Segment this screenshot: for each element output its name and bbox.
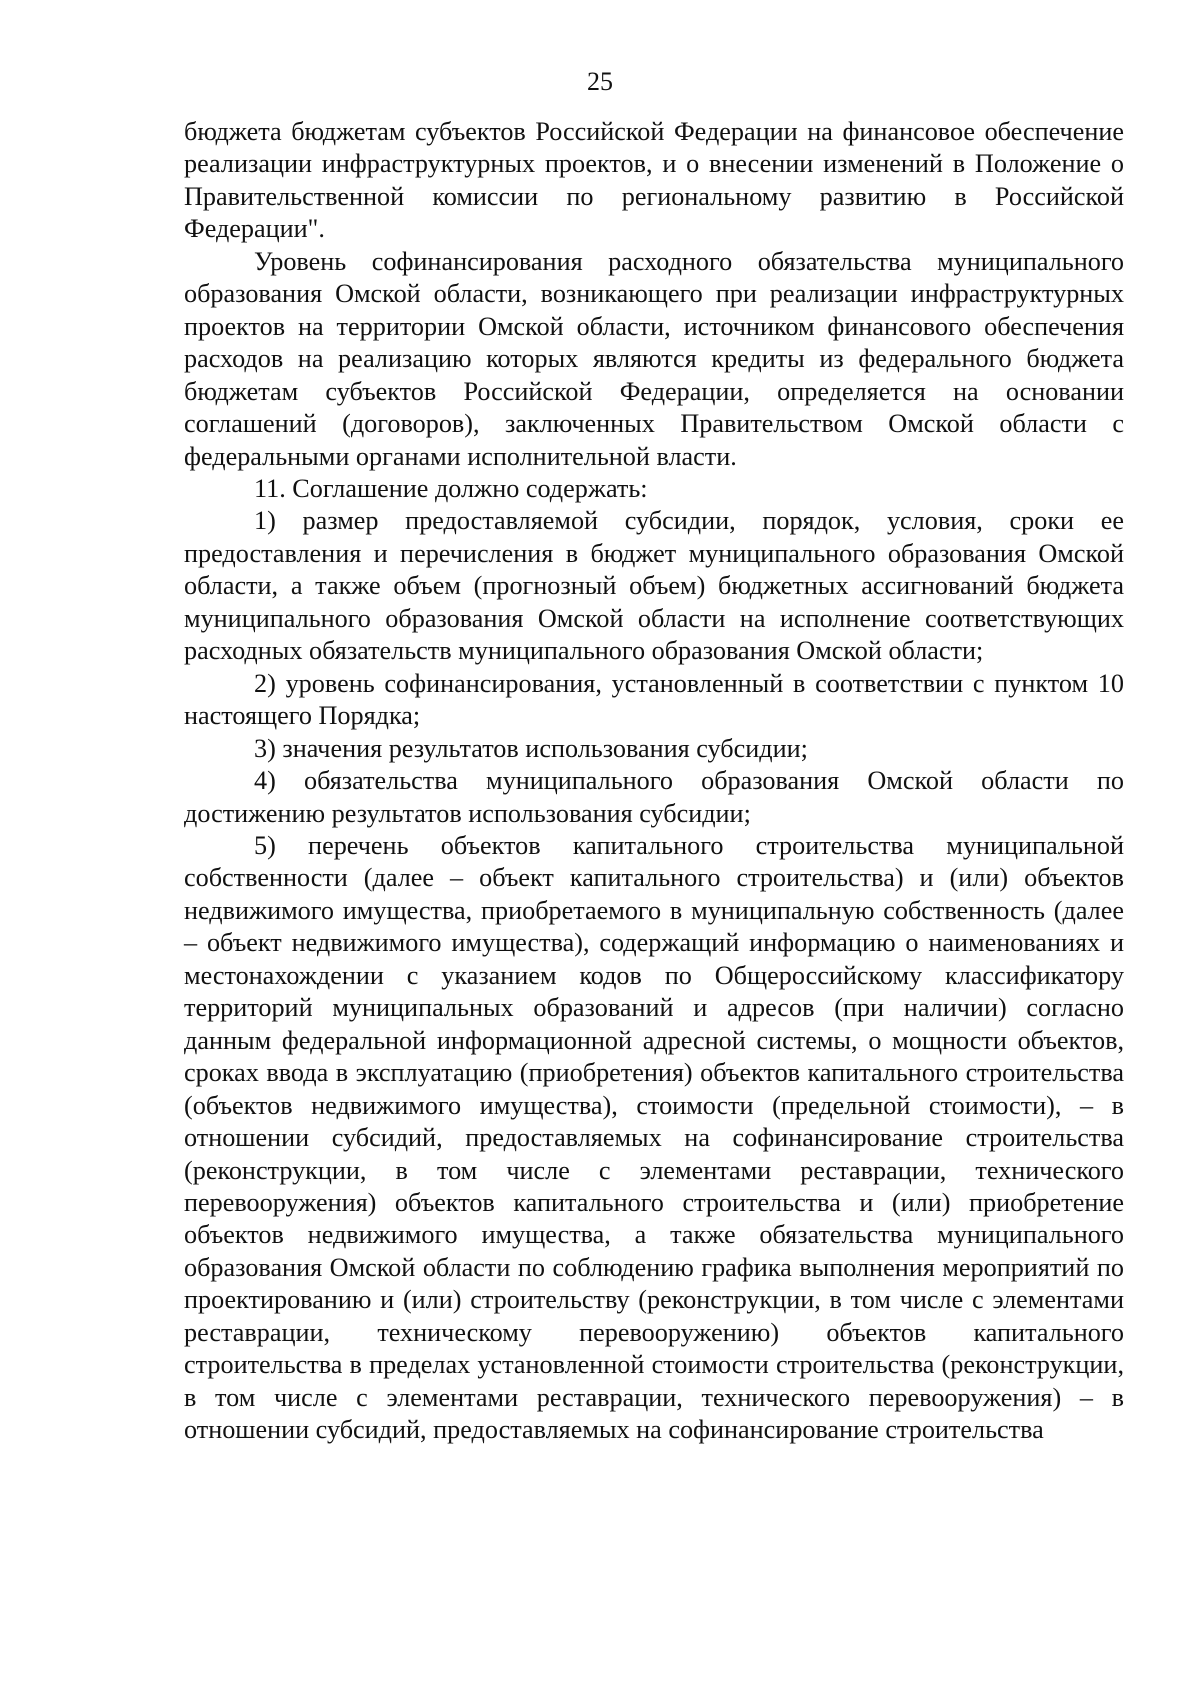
paragraph: Уровень софинансирования расходного обязательства муниципального образования Омской области, возникающего при реализации инфраструктурных проектов на территории Омской области, источником финансового обеспечения расходов на реализацию которых являются кредиты из федерального бюджета бюджетам субъектов Российской Федерации, определяется на основании соглашений (договоров), заключенных Правительством Омской области с федеральными органами исполнительной власти. bbox=[184, 246, 1124, 471]
list-item: 4) обязательства муниципального образования Омской области по достижению результатов использования субсидии; bbox=[184, 766, 1124, 828]
list-item: 3) значения результатов использования субсидии; bbox=[254, 733, 808, 763]
list-item: 1) размер предоставляемой субсидии, порядок, условия, сроки ее предоставления и перечисления в бюджет муниципального образования Омской области, а также объем (прогнозный объем) бюджетных ассигнований бюджета муниципального образования Омской области на исполнение соответствующих расходных обязательств муниципального образования Омской области; bbox=[184, 506, 1124, 666]
body-text bbox=[184, 116, 1124, 1447]
list-item: 2) уровень софинансирования, установленный в соответствии с пунктом 10 настоящего Порядка; bbox=[184, 668, 1124, 731]
paragraph: 11. Соглашение должно содержать: bbox=[254, 473, 648, 503]
list-item: 5) перечень объектов капитального строительства муниципальной собственности (далее – объект капитального строительства) и (или) объектов недвижимого имущества, приобретаемого в муниципальную собственность (далее – объект недвижимого имущества), содержащий информацию о наименованиях и местонахождении с указанием кодов по Общероссийскому классификатору территорий муниципальных образований и адресов (при наличии) согласно данным федеральной информационной адресной системы, о мощности объектов, сроках ввода в эксплуатацию (приобретения) объектов капитального строительства (объектов недвижимого имущества), стоимости (предельной стоимости), – в отношении субсидий, предоставляемых на софинансирование строительства (реконструкции, в том числе с элементами реставрации, технического перевооружения) объектов капитального строительства и (или) приобретение объектов недвижимого имущества, а также обязательства муниципального образования Омской области по соблюдению графика выполнения мероприятий по проектированию и (или) строительству (реконструкции, в том числе с элементами реставрации, техническому перевооружению) объектов капитального строительства в пределах установленной стоимости строительства (реконструкции, в том числе с элементами реставрации, технического перевооружения) – в отношении субсидий, предоставляемых на софинансирование строительства bbox=[184, 830, 1124, 1445]
paragraph: бюджета бюджетам субъектов Российской Федерации на финансовое обеспечение реализации инфраструктурных проектов, и о внесении изменений в Положение о Правительственной комиссии по региональному развитию в Российской Федерации". bbox=[184, 117, 1124, 244]
page-number: 25 bbox=[587, 67, 613, 96]
